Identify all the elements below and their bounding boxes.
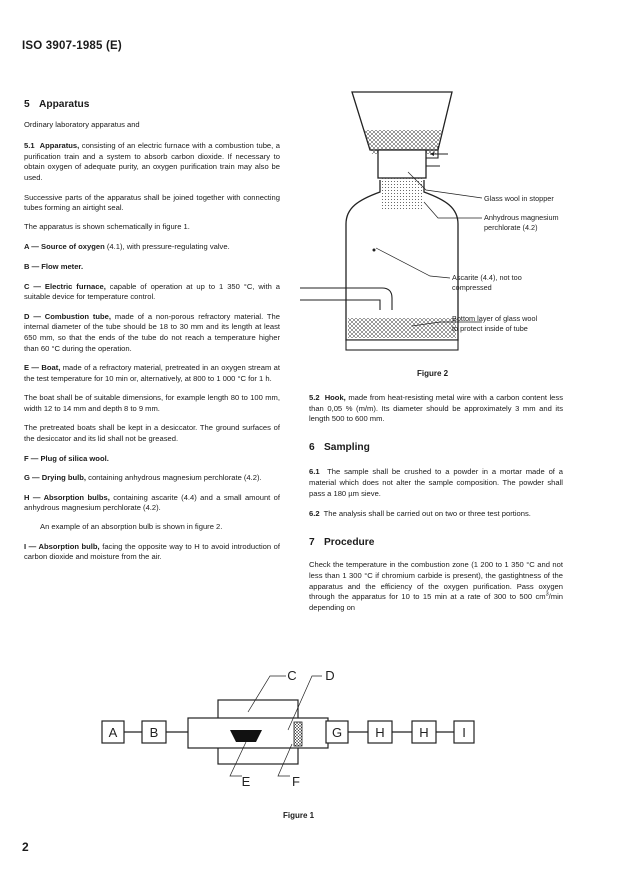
- item-d: D — Combustion tube, made of a non-porous refractory material. The internal diameter of the tube should be 18 to 30 mm and its length at least 650 mm, so that the ends of the tube do not reach a temperature higher than 60 °C during the operation.: [24, 311, 280, 353]
- item-g: G — Drying bulb, containing anhydrous magnesium perchlorate (4.2).: [24, 473, 262, 483]
- label-h2: H: [419, 725, 429, 740]
- label-g: G: [331, 725, 343, 740]
- paragraph-5-2: 5.2 Hook, made from heat-resisting metal wire with a carbon content less than 0,05 % (m/m). Its diameter should be approximately 3 mm and its length 500 to 600 mm.: [309, 393, 563, 424]
- paragraph-joining: Successive parts of the apparatus shall be joined together with connecting tubes forming an airtight seal.: [24, 192, 280, 213]
- right-column: [309, 393, 563, 613]
- bulb-base: [346, 340, 458, 350]
- label-h1: H: [375, 725, 385, 740]
- paragraph-boat-storage: The pretreated boats shall be kept in a desiccator. The ground surfaces of the desiccator and its lid shall not be greased.: [24, 423, 280, 444]
- item-i: I — Absorption bulb, facing the opposite way to H to avoid introduction of carbon dioxide and moisture from the air.: [24, 541, 280, 562]
- paragraph-6-1: 6.1 The sample shall be crushed to a powder in a mortar made of a material which does not alter the sample composition. The powder shall pass a 180 µm sieve.: [309, 467, 563, 498]
- item-f: F — Plug of silica wool.: [24, 453, 109, 463]
- paragraph-5-1: 5.1 Apparatus, consisting of an electric furnace with a combustion tube, a purification train and a system to absorb carbon dioxide. If necessary to obtain oxygen of adequate purity, an oxygen purification train may also be used.: [24, 141, 280, 182]
- plug-f: [294, 722, 302, 746]
- item-e: E — Boat, made of a refractory material, pretreated in an oxygen stream at the test temperature for 10 min or, alternatively, at 800 to 1 000 °C for 1 h.: [24, 363, 280, 383]
- paragraph-7: Check the temperature in the combustion zone (1 200 to 1 350 °C and not less than 1 300 °C if chromium carbide is present), the gastightness of the apparatus and the efficiency of the oxygen purification. Pass oxygen through the apparatus for 10 to 15 min at a rate of 300 to 500 $cm^3/\min$ depending on: [309, 560, 563, 612]
- bottom-wool-layer: [348, 318, 456, 338]
- callout-d: D: [325, 668, 335, 683]
- paragraph-schematic: The apparatus is shown schematically in figure 1.: [24, 221, 190, 231]
- label-ascarite: Ascarite (4.4), not too: [452, 273, 522, 282]
- label-b: B: [149, 725, 159, 740]
- bulb-neck: [378, 150, 426, 178]
- label-bottom-layer: Bottom layer of glass wool: [452, 314, 538, 323]
- label-perchlorate: perchlorate (4.2): [484, 223, 538, 232]
- figure-2-drawing: [300, 90, 600, 370]
- item-b: B — Flow meter.: [24, 261, 84, 271]
- figure-1-drawing: [90, 660, 490, 800]
- page-number: 2: [22, 840, 29, 854]
- callout-c: C: [287, 668, 297, 683]
- item-h-example: An example of an absorption bulb is shown in figure 2.: [40, 522, 223, 532]
- label-magnesium: Anhydrous magnesium: [484, 213, 559, 222]
- paragraph-6-2: 6.2 The analysis shall be carried out on two or three test portions.: [309, 509, 531, 519]
- callout-e: E: [241, 774, 251, 789]
- label-i: I: [462, 725, 466, 740]
- label-glass-wool: Glass wool in stopper: [484, 194, 554, 203]
- figure-1-caption: Figure 1: [283, 811, 315, 820]
- section-5-heading: 5 Apparatus: [24, 99, 90, 110]
- label-a: A: [108, 725, 118, 740]
- left-column: [24, 100, 280, 563]
- label-protect: to protect inside of tube: [452, 324, 528, 333]
- document-id: ISO 3907-1985 (E): [22, 40, 122, 52]
- paragraph-boat-dimensions: The boat shall be of suitable dimensions, for example length 80 to 100 mm, width 12 to 14 mm and depth 8 to 9 mm.: [24, 393, 280, 413]
- section-7-heading: 7 Procedure: [309, 536, 375, 548]
- item-h: H — Absorption bulbs, containing ascarite (4.4) and a small amount of anhydrous magnesium perchlorate (4.2).: [24, 492, 280, 513]
- label-compressed: compressed: [452, 283, 492, 292]
- section-5-intro: Ordinary laboratory apparatus and: [24, 119, 140, 129]
- figure-2-caption: Figure 2: [417, 369, 449, 378]
- item-c: C — Electric furnace, capable of operation at up to 1 350 °C, with a suitable device for temperature control.: [24, 281, 281, 302]
- callout-f: F: [292, 774, 300, 789]
- item-a: A — Source of oxygen (4.1), with pressure-regulating valve.: [24, 242, 230, 252]
- section-6-heading: 6 Sampling: [309, 441, 370, 453]
